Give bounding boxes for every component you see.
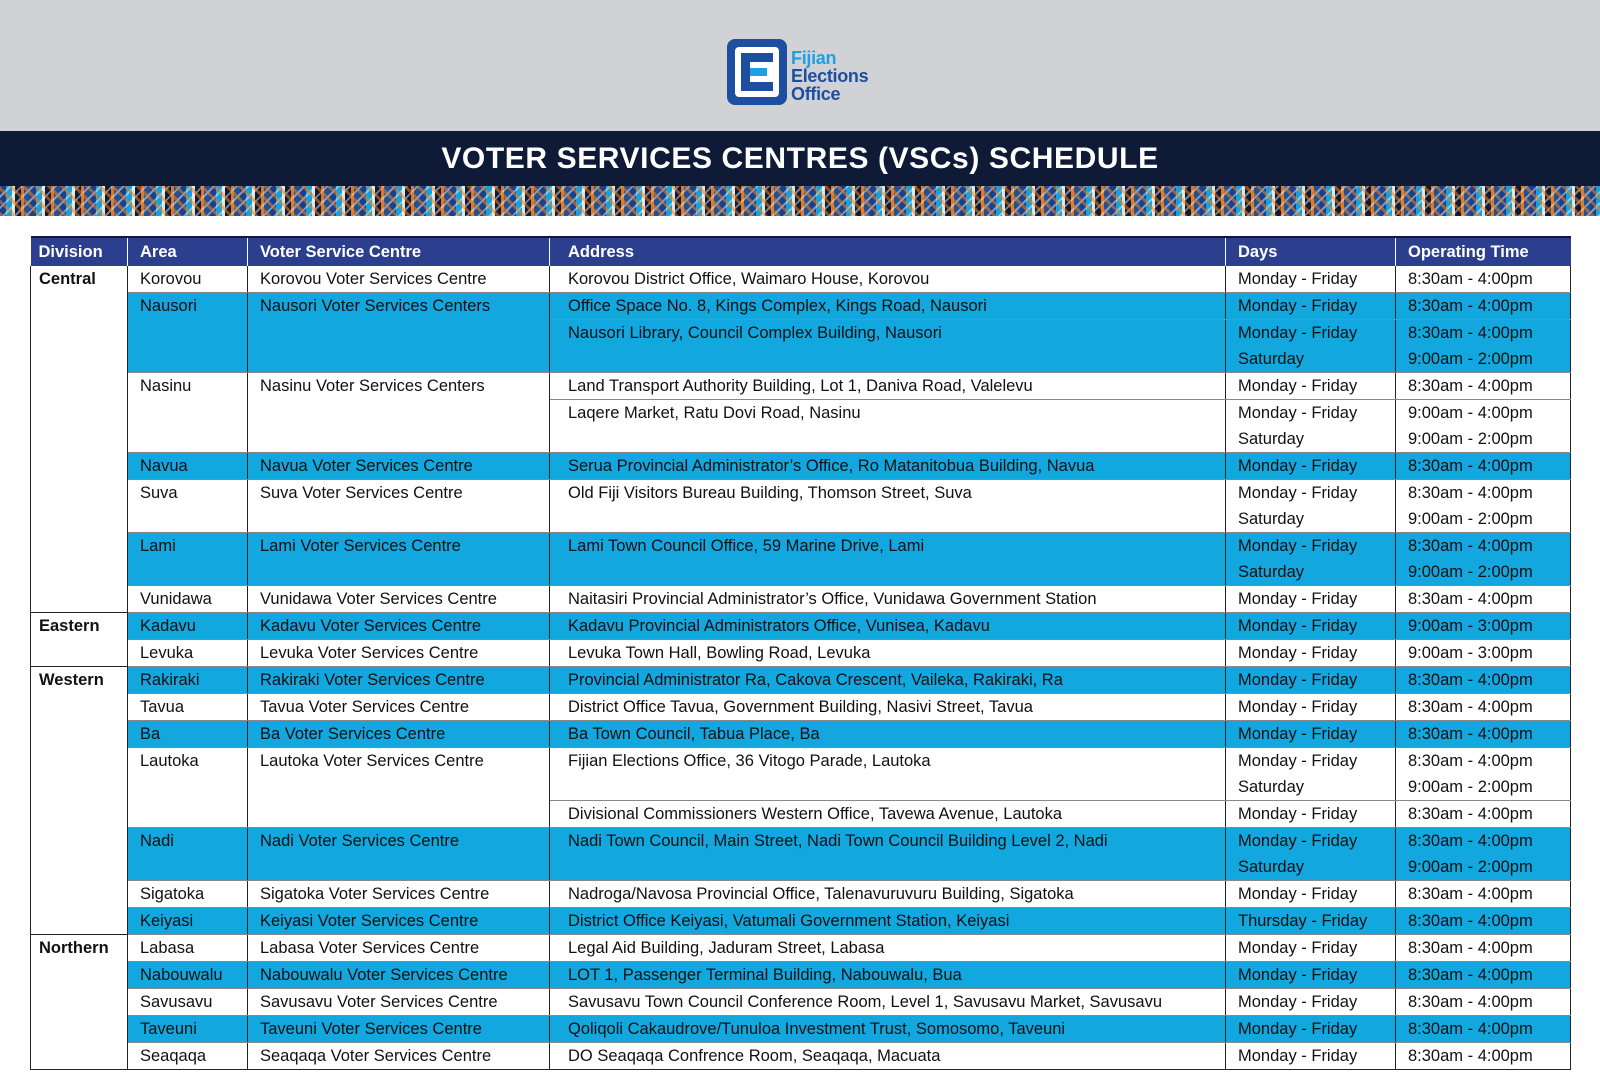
days-line: Monday - Friday <box>1238 671 1358 689</box>
table-row <box>31 881 1571 908</box>
days-line: Monday - Friday <box>1238 617 1358 635</box>
time-line: 8:30am - 4:00pm <box>1408 484 1533 502</box>
days-cell <box>1226 480 1396 533</box>
days-cell <box>1226 586 1396 613</box>
table-header-row <box>31 237 1571 266</box>
vsc-schedule-table <box>30 236 1571 1070</box>
centre-cell: Savusavu Voter Services Centre <box>248 989 550 1016</box>
centre-cell: Suva Voter Services Centre <box>248 480 550 533</box>
operating-time-cell <box>1396 480 1571 533</box>
days-line: Monday - Friday <box>1238 725 1358 743</box>
operating-time-cell <box>1396 293 1571 320</box>
days-line: Monday - Friday <box>1238 484 1358 502</box>
table-row <box>31 613 1571 640</box>
time-line: 8:30am - 4:00pm <box>1408 1047 1533 1065</box>
operating-time-cell <box>1396 694 1571 721</box>
area-cell: Nadi <box>128 828 248 881</box>
division-cell: Northern <box>31 935 128 1070</box>
address-cell: Nadroga/Navosa Provincial Office, Talenavuruvuru Building, Sigatoka <box>550 881 1226 908</box>
page-header-band <box>0 0 1600 131</box>
time-line: 8:30am - 4:00pm <box>1408 752 1533 770</box>
area-cell: Lami <box>128 533 248 586</box>
area-cell: Kadavu <box>128 613 248 640</box>
address-cell: District Office Keiyasi, Vatumali Government Station, Keiyasi <box>550 908 1226 935</box>
days-cell <box>1226 694 1396 721</box>
address-cell: Savusavu Town Council Conference Room, Level 1, Savusavu Market, Savusavu <box>550 989 1226 1016</box>
days-cell <box>1226 400 1396 453</box>
days-line: Monday - Friday <box>1238 324 1358 342</box>
centre-cell: Vunidawa Voter Services Centre <box>248 586 550 613</box>
table-row <box>31 533 1571 586</box>
days-line: Monday - Friday <box>1238 752 1358 770</box>
table-row <box>31 480 1571 533</box>
days-line: Monday - Friday <box>1238 537 1358 555</box>
centre-cell: Labasa Voter Services Centre <box>248 935 550 962</box>
days-cell <box>1226 801 1396 828</box>
table-row <box>31 586 1571 613</box>
time-line: 8:30am - 4:00pm <box>1408 324 1533 342</box>
centre-cell: Rakiraki Voter Services Centre <box>248 667 550 694</box>
time-line: 9:00am - 2:00pm <box>1408 563 1533 581</box>
centre-cell: Nausori Voter Services Centers <box>248 293 550 373</box>
address-cell: Nadi Town Council, Main Street, Nadi Town Council Building Level 2, Nadi <box>550 828 1226 881</box>
days-line: Monday - Friday <box>1238 966 1358 984</box>
address-cell: DO Seaqaqa Confrence Room, Seaqaqa, Macuata <box>550 1043 1226 1070</box>
centre-cell: Lautoka Voter Services Centre <box>248 748 550 828</box>
days-line: Monday - Friday <box>1238 1047 1358 1065</box>
centre-cell: Nasinu Voter Services Centers <box>248 373 550 453</box>
operating-time-cell <box>1396 266 1571 293</box>
days-cell <box>1226 748 1396 801</box>
days-line: Monday - Friday <box>1238 644 1358 662</box>
time-line: 9:00am - 2:00pm <box>1408 510 1533 528</box>
centre-cell: Navua Voter Services Centre <box>248 453 550 480</box>
operating-time-cell <box>1396 1043 1571 1070</box>
table-row <box>31 748 1571 801</box>
days-line: Monday - Friday <box>1238 832 1358 850</box>
time-line: 8:30am - 4:00pm <box>1408 885 1533 903</box>
operating-time-cell <box>1396 667 1571 694</box>
centre-cell: Ba Voter Services Centre <box>248 721 550 748</box>
time-line: 9:00am - 2:00pm <box>1408 430 1533 448</box>
table-row <box>31 293 1571 320</box>
time-line: 9:00am - 3:00pm <box>1408 644 1533 662</box>
days-cell <box>1226 881 1396 908</box>
table-row <box>31 908 1571 935</box>
address-cell: Provincial Administrator Ra, Cakova Crescent, Vaileka, Rakiraki, Ra <box>550 667 1226 694</box>
area-cell: Labasa <box>128 935 248 962</box>
days-cell <box>1226 293 1396 320</box>
table-body <box>31 266 1571 1070</box>
centre-cell: Nadi Voter Services Centre <box>248 828 550 881</box>
address-cell: Korovou District Office, Waimaro House, Korovou <box>550 266 1226 293</box>
days-line: Monday - Friday <box>1238 993 1358 1011</box>
days-line: Saturday <box>1238 430 1305 448</box>
column-header-operating-time: Operating Time <box>1396 237 1571 266</box>
days-line: Monday - Friday <box>1238 885 1358 903</box>
time-line: 8:30am - 4:00pm <box>1408 912 1533 930</box>
days-cell <box>1226 1043 1396 1070</box>
time-line: 8:30am - 4:00pm <box>1408 537 1533 555</box>
days-cell <box>1226 373 1396 400</box>
time-line: 8:30am - 4:00pm <box>1408 457 1533 475</box>
operating-time-cell <box>1396 962 1571 989</box>
fijian-elections-office-logo <box>727 39 877 107</box>
operating-time-cell <box>1396 400 1571 453</box>
centre-cell: Seaqaqa Voter Services Centre <box>248 1043 550 1070</box>
address-cell: Naitasiri Provincial Administrator’s Office, Vunidawa Government Station <box>550 586 1226 613</box>
column-header-address: Address <box>550 237 1226 266</box>
operating-time-cell <box>1396 828 1571 881</box>
table-row <box>31 1016 1571 1043</box>
area-cell: Rakiraki <box>128 667 248 694</box>
time-line: 9:00am - 2:00pm <box>1408 350 1533 368</box>
operating-time-cell <box>1396 721 1571 748</box>
area-cell: Seaqaqa <box>128 1043 248 1070</box>
time-line: 8:30am - 4:00pm <box>1408 725 1533 743</box>
days-line: Saturday <box>1238 563 1305 581</box>
address-cell: LOT 1, Passenger Terminal Building, Nabouwalu, Bua <box>550 962 1226 989</box>
address-cell: Kadavu Provincial Administrators Office, Vunisea, Kadavu <box>550 613 1226 640</box>
division-cell: Western <box>31 667 128 935</box>
area-cell: Keiyasi <box>128 908 248 935</box>
address-cell: Levuka Town Hall, Bowling Road, Levuka <box>550 640 1226 667</box>
address-cell: Divisional Commissioners Western Office, Tavewa Avenue, Lautoka <box>550 801 1226 828</box>
operating-time-cell <box>1396 881 1571 908</box>
days-line: Monday - Friday <box>1238 297 1358 315</box>
address-cell: Laqere Market, Ratu Dovi Road, Nasinu <box>550 400 1226 453</box>
time-line: 9:00am - 2:00pm <box>1408 858 1533 876</box>
centre-cell: Korovou Voter Services Centre <box>248 266 550 293</box>
area-cell: Savusavu <box>128 989 248 1016</box>
time-line: 8:30am - 4:00pm <box>1408 270 1533 288</box>
column-header-centre: Voter Service Centre <box>248 237 550 266</box>
address-cell: Legal Aid Building, Jaduram Street, Labasa <box>550 935 1226 962</box>
operating-time-cell <box>1396 320 1571 373</box>
area-cell: Lautoka <box>128 748 248 828</box>
centre-cell: Nabouwalu Voter Services Centre <box>248 962 550 989</box>
operating-time-cell <box>1396 908 1571 935</box>
days-line: Thursday - Friday <box>1238 912 1368 930</box>
column-header-area: Area <box>128 237 248 266</box>
area-cell: Korovou <box>128 266 248 293</box>
column-header-days: Days <box>1226 237 1396 266</box>
address-cell: Qoliqoli Cakaudrove/Tunuloa Investment Trust, Somosomo, Taveuni <box>550 1016 1226 1043</box>
days-line: Monday - Friday <box>1238 698 1358 716</box>
address-cell: Old Fiji Visitors Bureau Building, Thomson Street, Suva <box>550 480 1226 533</box>
time-line: 8:30am - 4:00pm <box>1408 966 1533 984</box>
days-cell <box>1226 320 1396 373</box>
table-row <box>31 453 1571 480</box>
table-row <box>31 828 1571 881</box>
area-cell: Suva <box>128 480 248 533</box>
days-cell <box>1226 908 1396 935</box>
operating-time-cell <box>1396 748 1571 801</box>
operating-time-cell <box>1396 640 1571 667</box>
days-line: Monday - Friday <box>1238 805 1358 823</box>
operating-time-cell <box>1396 533 1571 586</box>
days-cell <box>1226 266 1396 293</box>
area-cell: Navua <box>128 453 248 480</box>
address-cell: Nausori Library, Council Complex Building, Nausori <box>550 320 1226 373</box>
centre-cell: Sigatoka Voter Services Centre <box>248 881 550 908</box>
operating-time-cell <box>1396 935 1571 962</box>
time-line: 8:30am - 4:00pm <box>1408 671 1533 689</box>
centre-cell: Keiyasi Voter Services Centre <box>248 908 550 935</box>
area-cell: Nabouwalu <box>128 962 248 989</box>
days-line: Monday - Friday <box>1238 590 1358 608</box>
centre-cell: Levuka Voter Services Centre <box>248 640 550 667</box>
division-cell: Central <box>31 266 128 613</box>
time-line: 8:30am - 4:00pm <box>1408 297 1533 315</box>
time-line: 8:30am - 4:00pm <box>1408 1020 1533 1038</box>
days-line: Monday - Friday <box>1238 270 1358 288</box>
area-cell: Nausori <box>128 293 248 373</box>
table-row <box>31 640 1571 667</box>
logo-word-1: Fijian <box>791 48 837 68</box>
area-cell: Tavua <box>128 694 248 721</box>
address-cell: Fijian Elections Office, 36 Vitogo Parade, Lautoka <box>550 748 1226 801</box>
address-cell: Lami Town Council Office, 59 Marine Drive, Lami <box>550 533 1226 586</box>
days-line: Saturday <box>1238 858 1305 876</box>
days-line: Saturday <box>1238 350 1305 368</box>
area-cell: Nasinu <box>128 373 248 453</box>
operating-time-cell <box>1396 613 1571 640</box>
days-cell <box>1226 989 1396 1016</box>
centre-cell: Lami Voter Services Centre <box>248 533 550 586</box>
table-row <box>31 962 1571 989</box>
address-cell: Land Transport Authority Building, Lot 1, Daniva Road, Valelevu <box>550 373 1226 400</box>
title-bar <box>0 131 1600 186</box>
schedule-table-container <box>30 236 1570 1070</box>
logo-wordmark <box>791 49 881 103</box>
logo-word-2: Elections <box>791 66 869 86</box>
days-cell <box>1226 962 1396 989</box>
days-line: Monday - Friday <box>1238 457 1358 475</box>
centre-cell: Taveuni Voter Services Centre <box>248 1016 550 1043</box>
days-cell <box>1226 828 1396 881</box>
time-line: 8:30am - 4:00pm <box>1408 698 1533 716</box>
operating-time-cell <box>1396 801 1571 828</box>
days-cell <box>1226 453 1396 480</box>
address-cell: District Office Tavua, Government Building, Nasivi Street, Tavua <box>550 694 1226 721</box>
table-row <box>31 266 1571 293</box>
table-row <box>31 694 1571 721</box>
time-line: 8:30am - 4:00pm <box>1408 993 1533 1011</box>
column-header-division: Division <box>31 237 128 266</box>
centre-cell: Kadavu Voter Services Centre <box>248 613 550 640</box>
address-cell: Serua Provincial Administrator’s Office, Ro Matanitobua Building, Navua <box>550 453 1226 480</box>
days-line: Monday - Friday <box>1238 939 1358 957</box>
days-cell <box>1226 721 1396 748</box>
time-line: 8:30am - 4:00pm <box>1408 805 1533 823</box>
table-row <box>31 721 1571 748</box>
division-cell: Eastern <box>31 613 128 667</box>
operating-time-cell <box>1396 1016 1571 1043</box>
days-cell <box>1226 935 1396 962</box>
days-cell <box>1226 1016 1396 1043</box>
table-row <box>31 667 1571 694</box>
operating-time-cell <box>1396 586 1571 613</box>
time-line: 9:00am - 4:00pm <box>1408 404 1533 422</box>
operating-time-cell <box>1396 453 1571 480</box>
days-cell <box>1226 667 1396 694</box>
days-line: Saturday <box>1238 778 1305 796</box>
address-cell: Ba Town Council, Tabua Place, Ba <box>550 721 1226 748</box>
area-cell: Levuka <box>128 640 248 667</box>
decorative-pattern-band <box>0 186 1600 216</box>
logo-word-3: Office <box>791 84 841 104</box>
time-line: 9:00am - 3:00pm <box>1408 617 1533 635</box>
table-row <box>31 373 1571 400</box>
days-line: Saturday <box>1238 510 1305 528</box>
area-cell: Vunidawa <box>128 586 248 613</box>
table-row <box>31 935 1571 962</box>
area-cell: Sigatoka <box>128 881 248 908</box>
operating-time-cell <box>1396 989 1571 1016</box>
days-line: Monday - Friday <box>1238 404 1358 422</box>
time-line: 8:30am - 4:00pm <box>1408 377 1533 395</box>
page-title: VOTER SERVICES CENTRES (VSCs) SCHEDULE <box>441 142 1159 175</box>
table-row <box>31 989 1571 1016</box>
table-row <box>31 1043 1571 1070</box>
time-line: 8:30am - 4:00pm <box>1408 832 1533 850</box>
time-line: 8:30am - 4:00pm <box>1408 590 1533 608</box>
days-line: Monday - Friday <box>1238 1020 1358 1038</box>
time-line: 8:30am - 4:00pm <box>1408 939 1533 957</box>
days-cell <box>1226 533 1396 586</box>
area-cell: Taveuni <box>128 1016 248 1043</box>
area-cell: Ba <box>128 721 248 748</box>
time-line: 9:00am - 2:00pm <box>1408 778 1533 796</box>
feo-logo-icon <box>727 39 787 105</box>
operating-time-cell <box>1396 373 1571 400</box>
days-cell <box>1226 640 1396 667</box>
address-cell: Office Space No. 8, Kings Complex, Kings Road, Nausori <box>550 293 1226 320</box>
centre-cell: Tavua Voter Services Centre <box>248 694 550 721</box>
days-cell <box>1226 613 1396 640</box>
days-line: Monday - Friday <box>1238 377 1358 395</box>
